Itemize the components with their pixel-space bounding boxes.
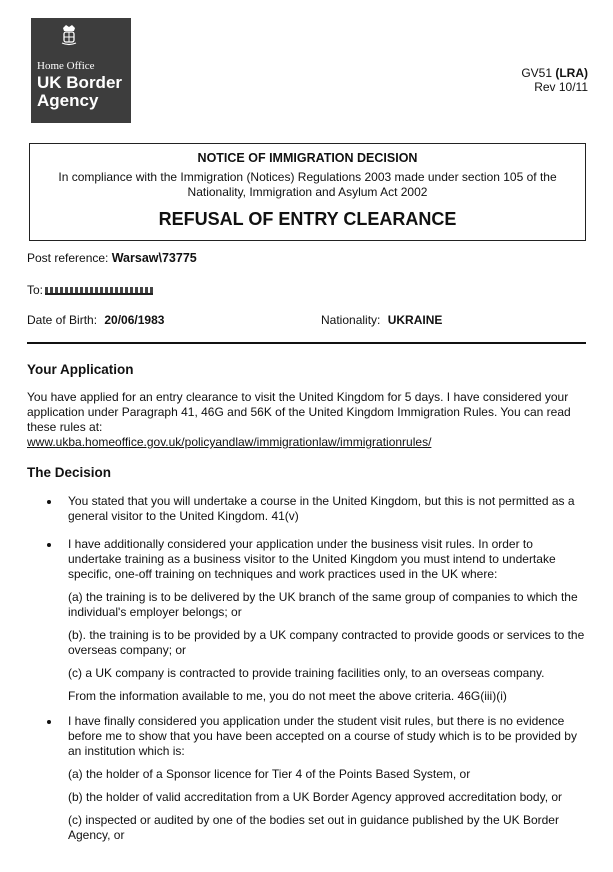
recipient-to bbox=[27, 283, 153, 299]
immigration-rules-link[interactable]: www.ukba.homeoffice.gov.uk/policyandlaw/immigrationlaw/immigrationrules/ bbox=[27, 435, 432, 449]
logo-line-agency: Agency bbox=[37, 91, 99, 110]
bullet-3-item-b: (b) the holder of valid accreditation from a UK Border Agency approved accreditation body, or bbox=[68, 790, 563, 804]
to-label: To: bbox=[27, 283, 44, 297]
decision-bullet-2-group bbox=[27, 537, 589, 704]
refusal-heading: REFUSAL OF ENTRY CLEARANCE bbox=[158, 209, 457, 230]
logo-ukba-text bbox=[37, 74, 122, 110]
dob-value: 20/06/1983 bbox=[104, 313, 165, 327]
post-reference bbox=[27, 250, 197, 267]
date-of-birth bbox=[27, 313, 164, 329]
decision-bullet-3-group bbox=[27, 714, 589, 843]
form-code bbox=[521, 66, 588, 80]
decision-bullet-1: You stated that you will undertake a course in the United Kingdom, but this is not permitted as a general visitor to the United Kingdom. 41(v) bbox=[27, 494, 589, 524]
notice-title: NOTICE OF IMMIGRATION DECISION bbox=[197, 151, 418, 165]
application-text bbox=[27, 390, 589, 450]
form-reference bbox=[521, 66, 588, 94]
form-code-prefix: GV51 bbox=[521, 66, 556, 80]
notice-box bbox=[29, 143, 586, 241]
form-code-bold: (LRA) bbox=[555, 66, 588, 80]
logo-line-uk-border: UK Border bbox=[37, 73, 123, 92]
application-body: You have applied for an entry clearance to visit the United Kingdom for 5 days. I have considered your application under Paragraph 41, 46G and 56K of the United Kingdom Immigration Rules. You can read these rules at: bbox=[27, 390, 571, 434]
notice-body: In compliance with the Immigration (Notices) Regulations 2003 made under section 105 of the Nationality, Immigration and Asylum Act 2002 bbox=[58, 170, 557, 200]
bullet-2-item-b: (b). the training is to be provided by a UK company contracted to provide goods or services to the overseas company; or bbox=[68, 628, 585, 657]
dob-label: Date of Birth: bbox=[27, 313, 98, 327]
uk-border-agency-logo bbox=[31, 18, 131, 123]
post-reference-value: Warsaw\73775 bbox=[111, 251, 197, 265]
nationality bbox=[321, 313, 442, 329]
nationality-label: Nationality: bbox=[321, 313, 381, 327]
bullet-2-conclusion: From the information available to me, you do not meet the above criteria. 46G(iii)(i) bbox=[68, 689, 507, 703]
decision-bullet-3: I have finally considered you application under the student visit rules, but there is no evidence before me to show that you have been accepted on a course of study which is to be provided by an institution which is: bbox=[27, 714, 589, 759]
bullet-3-item-c: (c) inspected or audited by one of the bodies set out in guidance published by the UK Border Agency, or bbox=[68, 813, 559, 842]
decision-heading: The Decision bbox=[27, 465, 112, 480]
royal-crest-icon bbox=[60, 24, 78, 46]
logo-home-office: Home Office bbox=[37, 60, 95, 72]
post-reference-label: Post reference: bbox=[27, 251, 109, 265]
decision-bullet-2: I have additionally considered your application under the business visit rules. In order to undertake training as a business visitor to the United Kingdom you must intend to undertake specific, one-off training on techniques and work practices used in the UK where: bbox=[27, 537, 589, 582]
decision-list bbox=[27, 494, 589, 843]
application-heading: Your Application bbox=[27, 362, 134, 377]
divider bbox=[27, 342, 586, 344]
form-revision: Rev 10/11 bbox=[534, 80, 588, 94]
bullet-2-item-a: (a) the training is to be delivered by the UK branch of the same group of companies to which the individual's employer belongs; or bbox=[68, 590, 578, 619]
bullet-3-item-a: (a) the holder of a Sponsor licence for Tier 4 of the Points Based System, or bbox=[68, 767, 471, 781]
redacted-name bbox=[45, 287, 153, 295]
bullet-2-item-c: (c) a UK company is contracted to provide training facilities only, to an overseas company. bbox=[68, 666, 545, 680]
nationality-value: UKRAINE bbox=[387, 313, 443, 327]
